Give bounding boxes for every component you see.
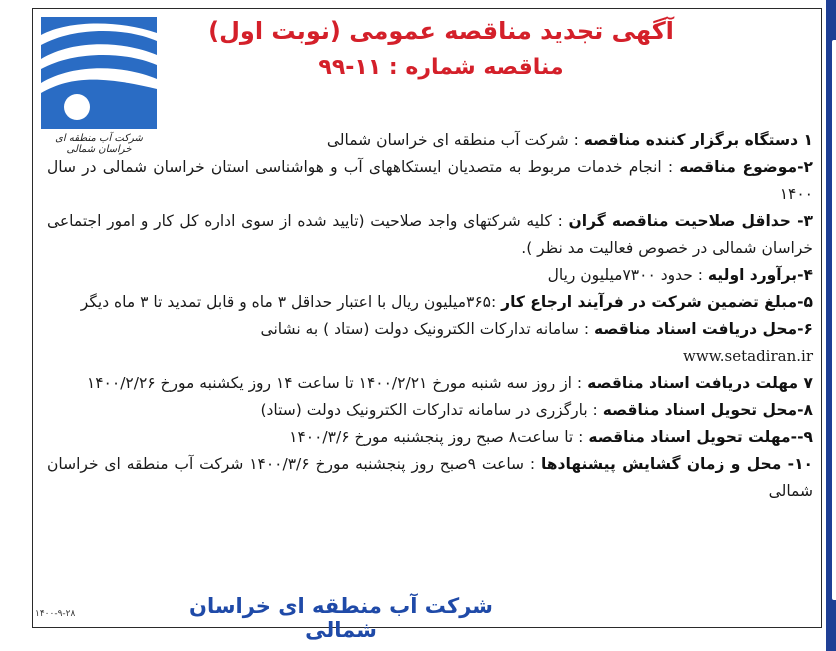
item-text: : تا ساعت۸ صبح روز پنجشنبه مورخ ۱۴۰۰/۳/۶ [289, 428, 589, 446]
item-label: ۷ مهلت دریافت اسناد مناقصه [587, 374, 813, 392]
item-text: : سامانه تدارکات الکترونیک دولت (ستاد ) به نشانی [260, 320, 594, 338]
tender-notice [32, 8, 822, 642]
footer-code: ۱۴۰۰-۹-۲۸ [35, 609, 76, 619]
item-7 [47, 370, 813, 397]
notice-title: آگهی تجدید مناقصه عمومی (نوبت اول) [208, 17, 674, 45]
footer-company-name: شرکت آب منطقه ای خراسان شمالی [189, 594, 493, 642]
item-label: ۲-موضوع مناقصه [679, 158, 813, 176]
item-5 [47, 289, 813, 316]
logo-caption: شرکت آب منطقه ای خراسان شمالی [55, 133, 143, 155]
item-label: ۱۰- محل و زمان گشایش پیشنهادها [540, 455, 813, 473]
item-3 [47, 208, 813, 262]
item-4 [47, 262, 813, 289]
water-wave-logo-icon [39, 15, 159, 133]
item-10 [47, 451, 813, 505]
tender-number: مناقصه شماره : ۱۱-۹۹ [318, 55, 564, 80]
item-label: ۳- حداقل صلاحیت مناقصه گران [568, 212, 813, 230]
item-2 [47, 154, 813, 208]
item-6 [47, 316, 813, 370]
item-9 [47, 424, 813, 451]
item-1 [47, 127, 813, 154]
item-text: :۳۶۵میلیون ریال با اعتبار حداقل ۳ ماه و قابل تمدید تا ۳ ماه دیگر [80, 293, 502, 311]
item-label: ۱ دستگاه برگزار کننده مناقصه [583, 131, 813, 149]
item-label: ۹--مهلت تحویل اسناد مناقصه [588, 428, 813, 446]
item-label: ۸-محل تحویل اسناد مناقصه [602, 401, 813, 419]
item-label: ۶-محل دریافت اسناد مناقصه [594, 320, 813, 338]
item-text: : حدود ۷۳۰۰میلیون ریال [547, 266, 708, 284]
item-label: ۴-برآورد اولیه [707, 266, 813, 284]
item-text: : کلیه شرکتهای واجد صلاحیت (تایید شده از سوی اداره کل کار و امور اجتماعی خراسان شمالی در خصوص فعالیت مد نظر ). [47, 212, 813, 257]
right-edge-highlight [832, 40, 836, 600]
item-text: : ساعت ۹صبح روز پنجشنبه مورخ ۱۴۰۰/۳/۶ شرکت آب منطقه ای خراسان شمالی [47, 455, 813, 500]
item-8 [47, 397, 813, 424]
setadiran-link[interactable]: www.setadiran.ir [683, 347, 813, 365]
item-text: : از روز سه شنبه مورخ ۱۴۰۰/۲/۲۱ تا ساعت ۱۴ روز یکشنبه مورخ ۱۴۰۰/۲/۲۶ [86, 374, 588, 392]
notice-body [47, 127, 813, 505]
item-text: : شرکت آب منطقه ای خراسان شمالی [326, 131, 584, 149]
item-text: : بارگزری در سامانه تدارکات الکترونیک دولت (ستاد) [260, 401, 603, 419]
item-label: ۵-مبلغ تضمین شرکت در فرآیند ارجاع کار [501, 293, 813, 311]
item-text: : انجام خدمات مربوط به متصدیان ایستکاههای آب و هواشناسی استان خراسان شمالی در سال ۱۴۰۰ [47, 158, 813, 203]
